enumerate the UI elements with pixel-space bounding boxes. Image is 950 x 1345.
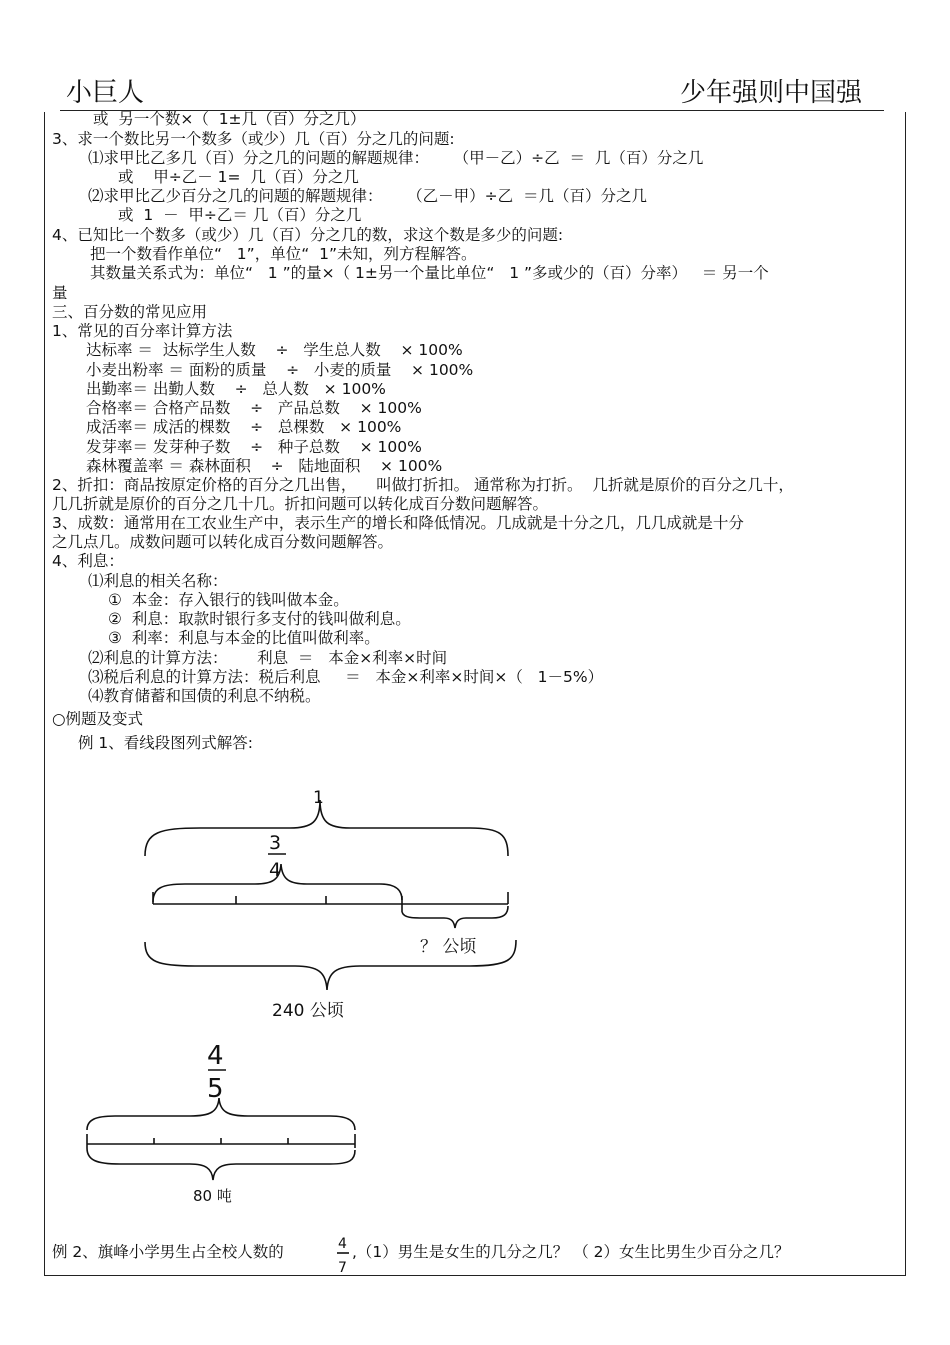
example2-prefix: 例 2、旗峰小学男生占全校人数的 <box>52 1243 284 1261</box>
text-line: 或 甲÷乙－ 1= 几（百）分之几 <box>118 168 359 186</box>
text-line: ① 本金：存入银行的钱叫做本金。 <box>108 591 349 609</box>
text-line: 几几折就是原价的百分之几十几。折扣问题可以转化成百分数问题解答。 <box>52 495 549 513</box>
text-line: ⑵利息的计算方法： 利息 ＝ 本金×利率×时间 <box>88 649 448 667</box>
frac-numerator: 4 <box>207 1041 224 1071</box>
section-heading: 三、百分数的常见应用 <box>52 303 208 321</box>
brace-top-whole <box>145 800 508 856</box>
formula-line: 合格率＝ 合格产品数 ÷ 产品总数 × 100% <box>86 399 422 417</box>
text-line: ⑷教育储蓄和国债的利息不纳税。 <box>88 687 321 705</box>
text-line: ③ 利率：利息与本金的比值叫做利率。 <box>108 629 380 647</box>
formula-line: 出勤率＝ 出勤人数 ÷ 总人数 × 100% <box>86 380 386 398</box>
label-total: 80 吨 <box>193 1187 232 1205</box>
text-line: ⑴利息的相关名称： <box>88 572 228 590</box>
example2-question: ,（1）男生是女生的几分之几？ （ 2）女生比男生少百分之几？ <box>352 1243 790 1261</box>
formula-line: 发芽率＝ 发芽种子数 ÷ 种子总数 × 100% <box>86 438 422 456</box>
brace-second-total <box>87 1148 355 1180</box>
text-line: 其数量关系式为：单位“ 1 ”的量×（ 1±另一个量比单位“ 1 ”多或少的（百）分率） ＝ 另一个 <box>90 264 769 282</box>
formula-line: 森林覆盖率 ＝ 森林面积 ÷ 陆地面积 × 100% <box>86 457 443 475</box>
frac-numerator: 4 <box>338 1236 347 1252</box>
text-line: ⑴求甲比乙多几（百）分之几的问题的解题规律： （甲－乙）÷乙 ＝ 几（百）分之几 <box>88 149 704 167</box>
formula-line: 小麦出粉率 ＝ 面粉的质量 ÷ 小麦的质量 × 100% <box>86 361 474 379</box>
text-line: 4、利息： <box>52 552 124 570</box>
text-line: 或 1 － 甲÷乙＝ 几（百）分之几 <box>118 206 362 224</box>
frac-denominator: 4 <box>269 859 282 881</box>
formula-line: 成活率＝ 成活的棵数 ÷ 总棵数 × 100% <box>86 418 402 436</box>
frac-denominator: 7 <box>338 1260 347 1276</box>
text-line: 把一个数看作单位“ 1”，单位“ 1”未知，列方程解答。 <box>90 245 477 263</box>
text-line: ⑶税后利息的计算方法：税后利息 ＝ 本金×利率×时间×（ 1－5%） <box>88 668 604 686</box>
section-heading: ○例题及变式 <box>52 710 144 728</box>
text-line: 2、折扣：商品按原定价格的百分之几出售， 叫做打折扣。 通常称为打折。 几折就是原价的百分之几十， <box>52 476 794 494</box>
label-whole: 1 <box>313 788 324 808</box>
example-label: 例 1、看线段图列式解答: <box>78 734 254 752</box>
text-line: ⑵求甲比乙少百分之几的问题的解题规律： （乙－甲）÷乙 ＝几（百）分之几 <box>88 187 647 205</box>
text-line: 4、已知比一个数多（或少）几（百）分之几的数，求这个数是多少的问题: <box>52 226 564 244</box>
text-line: 或 另一个数×（ 1±几（百）分之几） <box>93 110 366 128</box>
text-line: 之几点几。成数问题可以转化成百分数问题解答。 <box>52 533 394 551</box>
header-right-slogan: 少年强则中国强 <box>679 78 862 108</box>
text-line: ② 利息：取款时银行多支付的钱叫做利息。 <box>108 610 411 628</box>
formula-line: 达标率 ＝ 达标学生人数 ÷ 学生总人数 × 100% <box>86 341 463 359</box>
label-unknown: ？ 公顷 <box>420 937 477 957</box>
text-line: 3、成数：通常用在工农业生产中，表示生产的增长和降低情况。几成就是十分之几，几几成就是十分 <box>52 514 744 532</box>
text-line: 量 <box>52 284 68 302</box>
frac-numerator: 3 <box>269 832 282 854</box>
text-line: 3、求一个数比另一个数多（或少）几（百）分之几的问题: <box>52 130 455 148</box>
text-line: 1、常见的百分率计算方法 <box>52 322 233 340</box>
frac-denominator: 5 <box>207 1074 224 1104</box>
header-left-title: 小巨人 <box>66 78 145 108</box>
label-total: 240 公顷 <box>272 1001 344 1021</box>
brace-remainder <box>402 906 508 928</box>
